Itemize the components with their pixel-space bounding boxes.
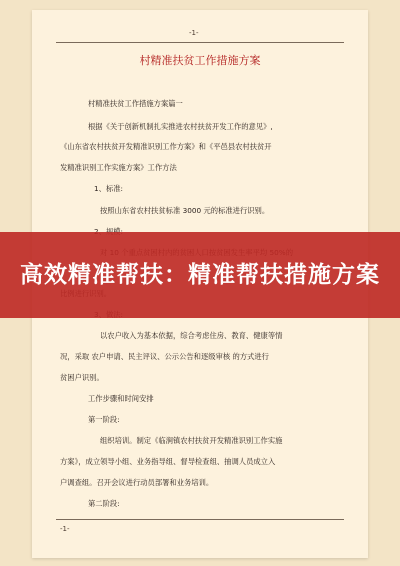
section-heading: 第一阶段: [88, 415, 120, 424]
paragraph-heading: 村精准扶贫工作措施方案篇一 [88, 99, 183, 108]
header-rule [56, 42, 344, 43]
section-heading: 1、标准: [94, 184, 123, 193]
body-line: 方案》，成立领导小组、业务指导组、督导检查组、抽调人员成立入 [60, 457, 276, 466]
section-heading: 第二阶段: [88, 499, 120, 508]
body-line: 根据《关于创新机制扎实推进农村扶贫开发工作的意见》, [88, 122, 273, 131]
body-line: 按照山东省农村扶贫标准 3000 元的标准进行识别。 [100, 206, 270, 215]
banner-title: 高效精准帮扶：精准帮扶措施方案 [20, 262, 380, 288]
body-line: 以农户收入为基本依据，综合考虑住房、教育、健康等情 [100, 331, 283, 340]
body-line: 况，采取 农户申请、民主评议、公示公告和逐级审核 的方式进行 [60, 352, 269, 361]
top-page-number: -1- [189, 29, 199, 37]
footer-rule [56, 519, 344, 520]
body-line: 发精准识别工作实施方案》工作方法 [60, 163, 177, 172]
bottom-page-number: -1- [60, 525, 70, 533]
section-heading: 工作步骤和时间安排 [88, 394, 154, 403]
body-line: 户调查组。召开会议进行动员部署和业务培训。 [60, 478, 214, 487]
body-line: 贫困户识别。 [60, 373, 104, 382]
title-banner [0, 232, 400, 318]
body-line: 组织培训。制定《临涧镇农村扶贫开发精准识别工作实施 [100, 436, 283, 445]
document-title: 村精准扶贫工作措施方案 [139, 54, 261, 67]
body-line: 《山东省农村扶贫开发精准识别工作方案》和《平邑县农村扶贫开 [60, 142, 272, 151]
